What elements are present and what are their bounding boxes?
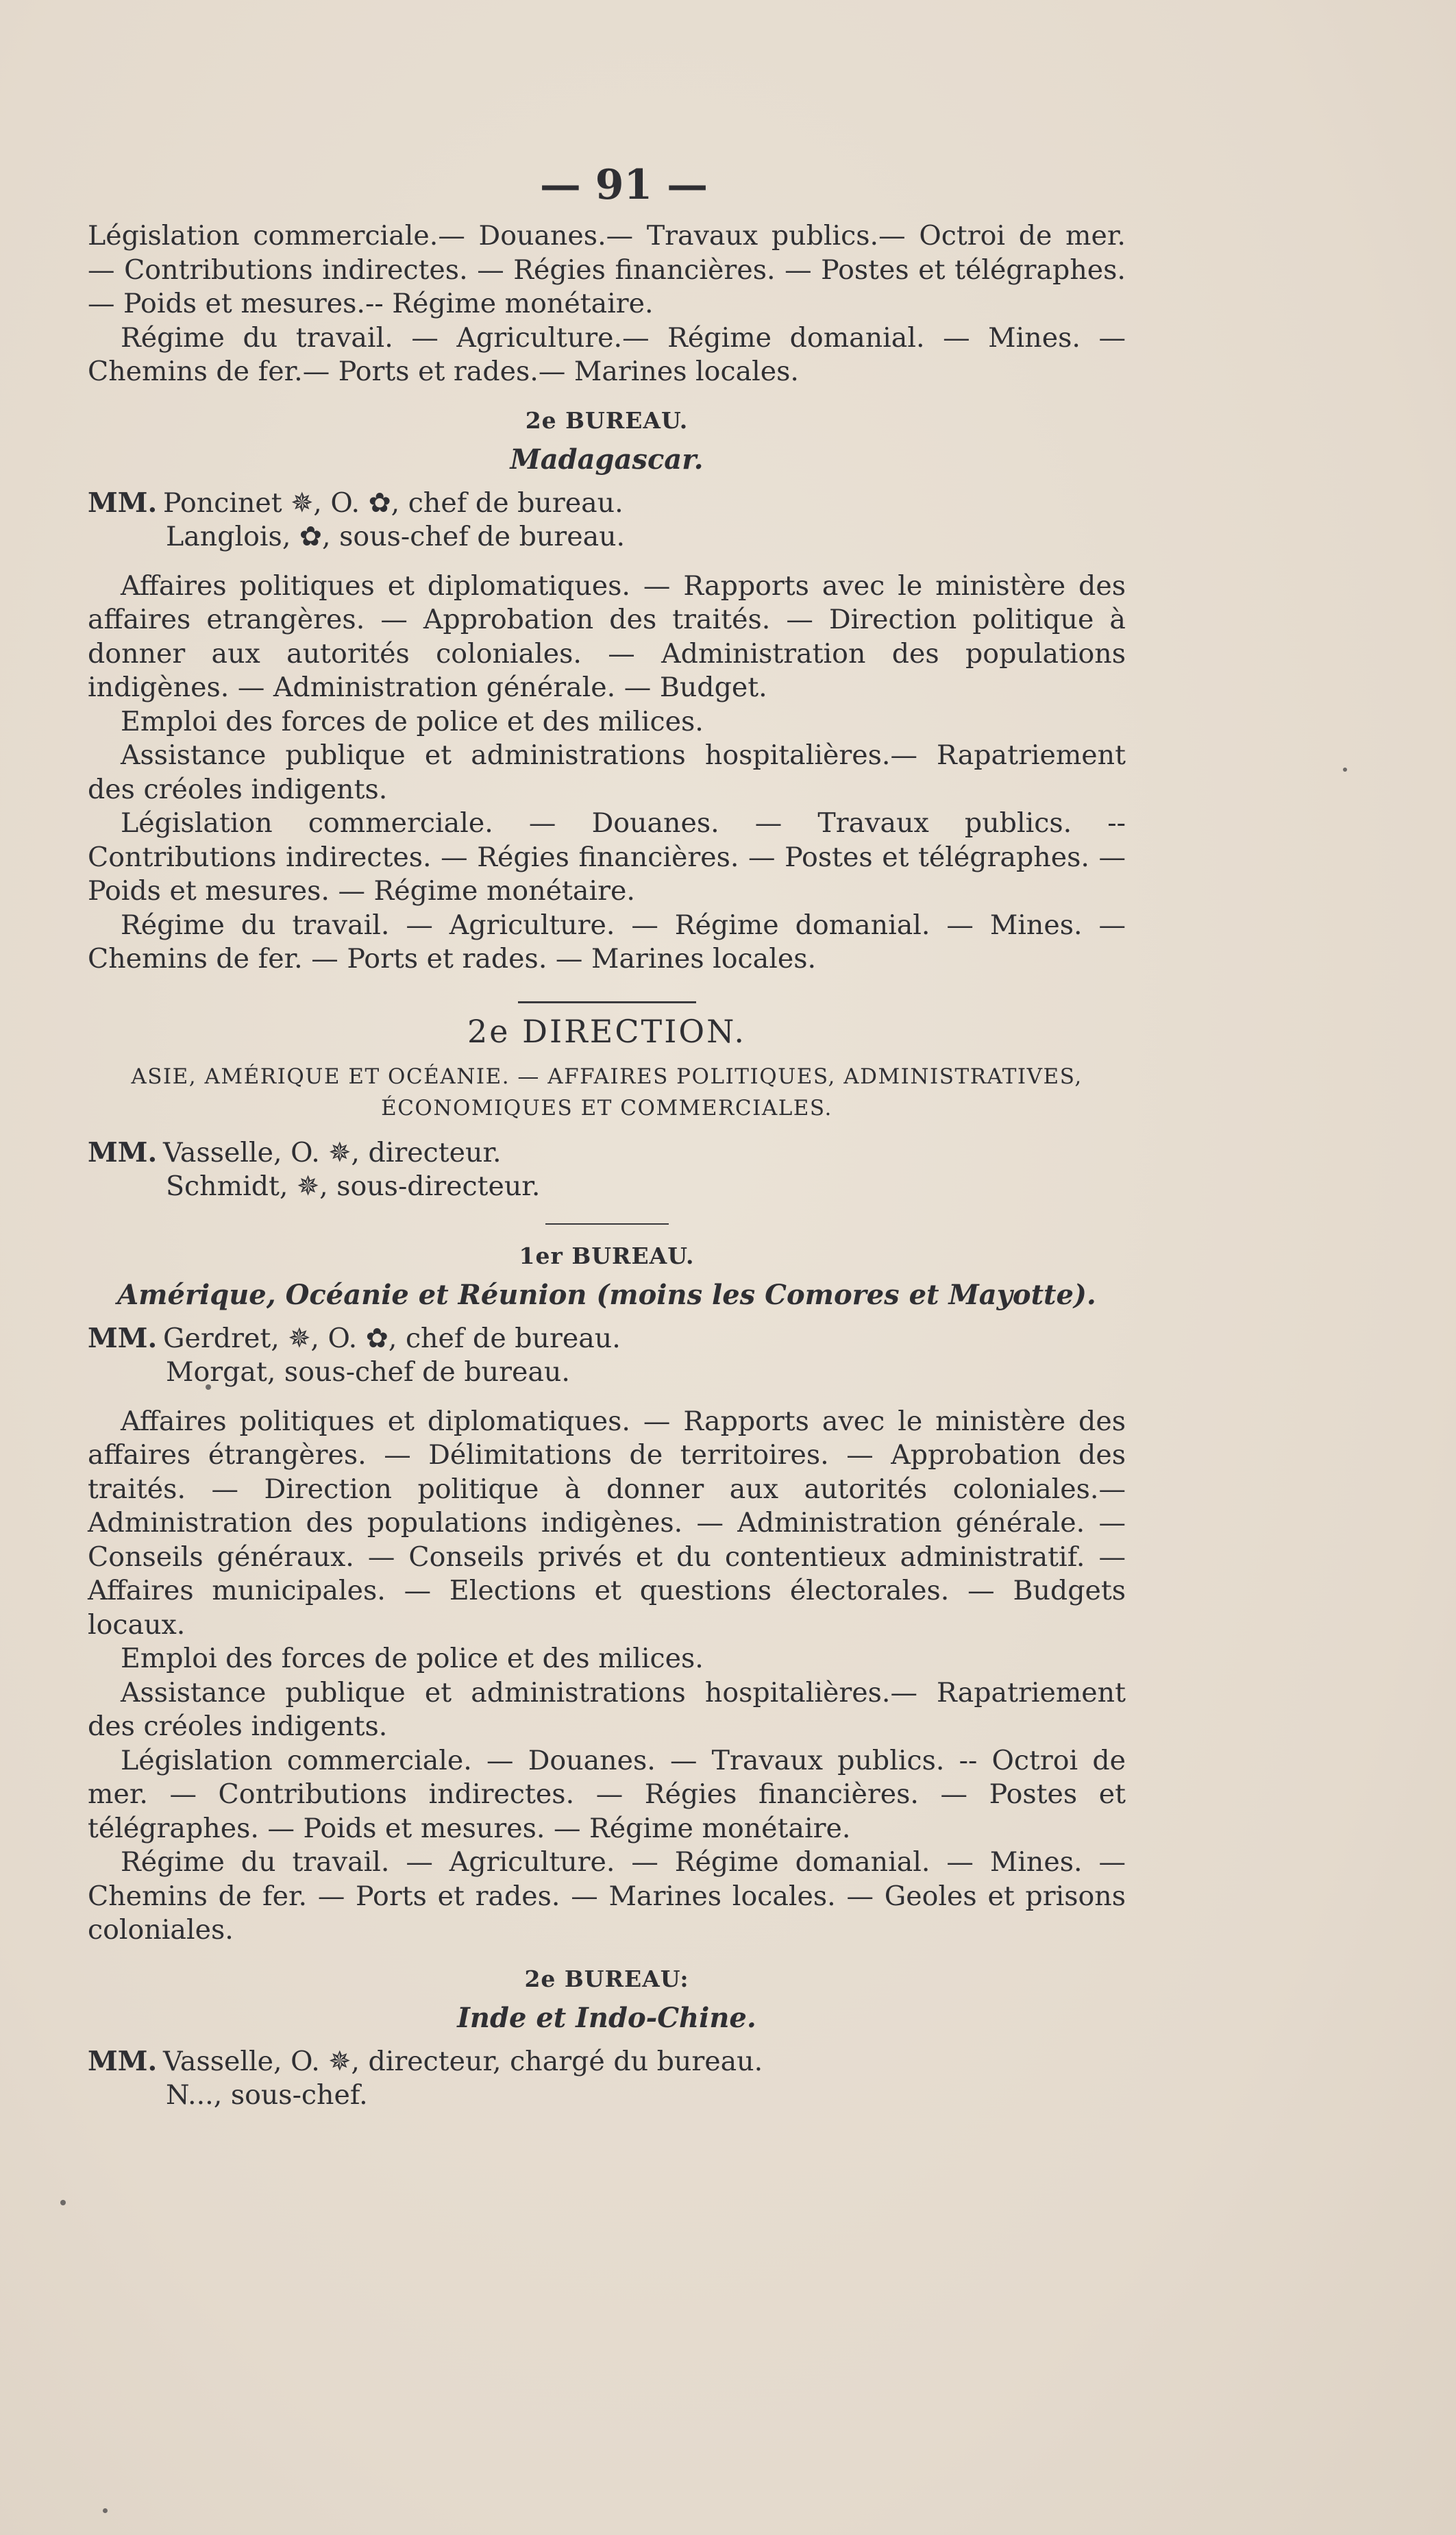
section-divider [545,1223,669,1225]
duties-paragraph: Assistance publique et administrations hospitalières.— Rapatriement des créoles indigents. [88,739,1126,805]
mm-label: MM. [88,1322,158,1354]
duties-paragraph: Législation commerciale. — Douanes. — Travaux publics. -- Contributions indirectes. — Régies financières. — Postes et télégraphes. — Poids et mesures. — Régime monétaire. [88,807,1126,907]
mm-label: MM. [88,487,158,519]
direction-staff [88,1136,1126,1204]
paper-speck [103,2508,108,2513]
staff-list [88,1322,1126,1390]
section-divider [518,1001,696,1003]
bureau-madagascar [88,407,1126,977]
direction-title: 2e DIRECTION. [467,1012,747,1050]
directeur-entry: Vasselle, O. ✵, directeur. [163,1136,502,1168]
staff-list [88,2045,1126,2113]
bureau-region: Madagascar. [510,443,704,476]
duties-paragraph: Législation commerciale. — Douanes. — Travaux publics. -- Octroi de mer. — Contributions indirectes. — Régies financières. — Postes et télégraphes. — Poids et mesures. — Régime monétaire. [88,1744,1126,1844]
chef-entry: Poncinet ✵, O. ✿, chef de bureau. [163,487,624,519]
staff-list [88,487,1126,554]
sous-chef-entry: Morgat, sous-chef de bureau. [166,1356,570,1388]
duties-paragraph: Affaires politiques et diplomatiques. — Rapports avec le ministère des affaires étrangères. — Délimitations de territoires. — Approbation des traités. — Direction politique à donner aux autorités coloniales.— Administration des populations indigènes. — Administration générale. — Conseils généraux. — Conseils privés et du contentieux administratif. — Affaires municipales. — Elections et questions électorales. — Budgets locaux. [88,1405,1126,1641]
bureau-heading: 2e BUREAU. [525,406,689,434]
direction-section [88,1013,1126,1204]
mm-label: MM. [88,2045,158,2077]
sous-chef-entry: N..., sous-chef. [166,2079,368,2111]
mm-label: MM. [88,1136,158,1168]
duties-paragraph: Assistance publique et administrations hospitalières.— Rapatriement des créoles indigents. [88,1676,1126,1742]
sous-directeur-entry: Schmidt, ✵, sous-directeur. [166,1171,541,1202]
page-number: — 91 — [539,161,708,209]
bureau-region: Inde et Indo-Chine. [457,2001,756,2034]
chef-entry: Gerdret, ✵, O. ✿, chef de bureau. [163,1322,621,1354]
bureau-region: Amérique, Océanie et Réunion (moins les Comores et Mayotte). [117,1278,1096,1311]
direction-subtitle: ASIE, AMÉRIQUE ET OCÉANIE. — AFFAIRES POLITIQUES, ADMINISTRATIVES, ÉCONOMIQUES ET COMMERCIALES. [131,1064,1083,1120]
sous-chef-entry: Langlois, ✿, sous-chef de bureau. [166,521,626,552]
duties-paragraph: Régime du travail. — Agriculture. — Régime domanial. — Mines. — Chemins de fer. — Ports et rades. — Marines locales. — Geoles et prisons coloniales. [88,1846,1126,1946]
bureau-amerique [88,1242,1126,1948]
duties-paragraph: Régime du travail. — Agriculture. — Régime domanial. — Mines. — Chemins de fer. — Ports et rades. — Marines locales. [88,909,1126,975]
duties-paragraph: Emploi des forces de police et des milices. [121,705,704,737]
chef-entry: Vasselle, O. ✵, directeur, chargé du bureau. [163,2045,763,2077]
paper-speck [60,2200,66,2205]
text-column [88,158,1126,2128]
bureau-heading: 2e BUREAU: [524,1965,689,1992]
bureau-inde [88,1965,1126,2113]
paper-speck [1343,768,1347,772]
bureau-heading: 1er BUREAU. [519,1242,695,1269]
duties-paragraph: Emploi des forces de police et des milices. [121,1643,704,1674]
intro-paragraph: Législation commerciale.— Douanes.— Travaux publics.— Octroi de mer. — Contributions indirectes. — Régies financières. — Postes et télégraphes.— Poids et mesures.-- Régime monétaire. [88,220,1126,319]
intro-section [88,219,1126,389]
intro-paragraph: Régime du travail. — Agriculture.— Régime domanial. — Mines. — Chemins de fer.— Ports et rades.— Marines locales. [88,321,1126,387]
duties-paragraph: Affaires politiques et diplomatiques. — Rapports avec le ministère des affaires etrangères. — Approbation des traités. — Direction politique à donner aux autorités coloniales. — Administration des populations indigènes. — Administration générale. — Budget. [88,570,1126,703]
